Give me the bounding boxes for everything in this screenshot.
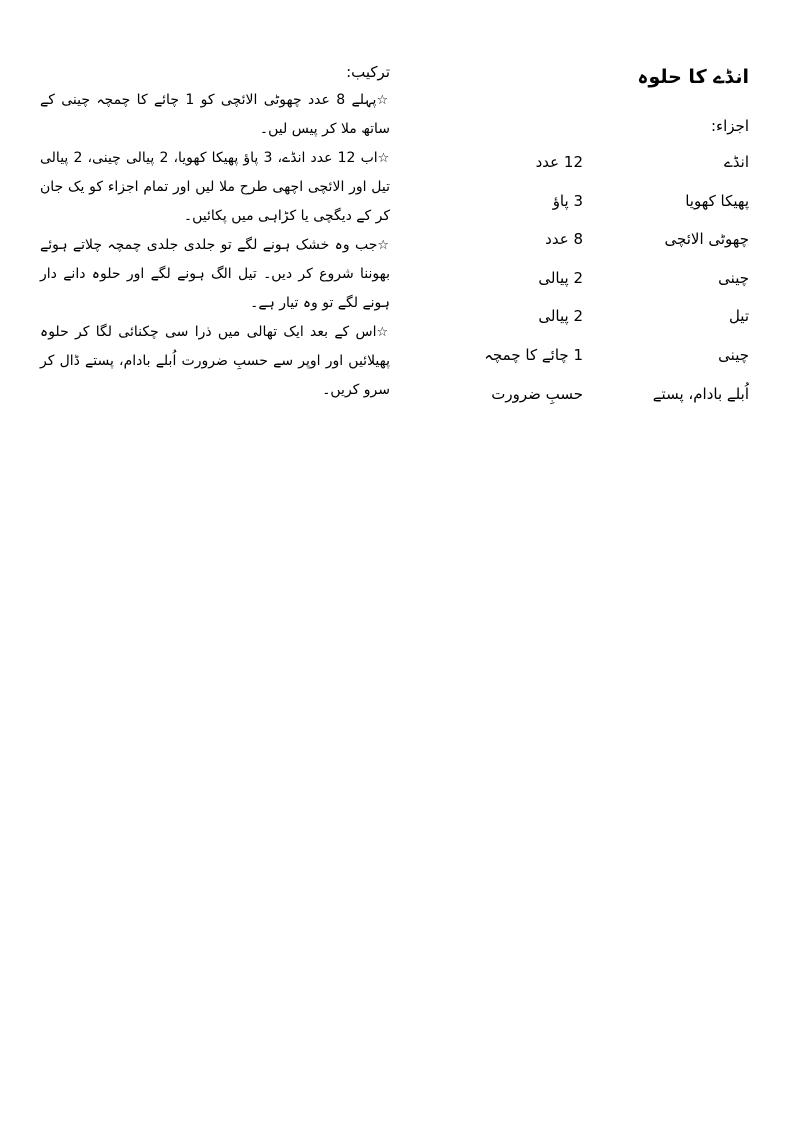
ingredient-name: چھوٹی الائچی — [664, 230, 749, 249]
ingredient-row — [429, 380, 749, 419]
ingredient-quantity: 12 عدد — [535, 153, 583, 171]
ingredient-name: تیل — [728, 307, 749, 326]
ingredient-name: اُبلے بادام، پستے — [652, 384, 749, 403]
ingredient-name: انڈے — [723, 153, 749, 171]
ingredient-row — [429, 302, 749, 341]
ingredient-quantity: 2 پیالی — [538, 268, 583, 287]
step-text: اب 12 عدد انڈے، 3 پاؤ پھیکا کھویا، 2 پیالی چینی، 2 پیالی تیل اور الائچی اچھی طرح ملا لیں اور تمام اجزاء کو یک جان کر کے دیگچی یا کڑاہی میں پکائیں۔ — [40, 150, 390, 224]
step-text: جب وہ خشک ہونے لگے تو جلدی جلدی چمچہ چلاتے ہوئے بھوننا شروع کر دیں۔ تیل الگ ہونے لگے اور حلوہ دانے دار ہونے لگے تو وہ تیار ہے۔ — [40, 237, 390, 311]
ingredient-quantity: 2 پیالی — [538, 307, 583, 326]
method-heading: ترکیب: — [346, 63, 390, 81]
star-icon: ☆ — [377, 151, 390, 166]
ingredients-list — [429, 148, 749, 418]
recipe-title: انڈے کا حلوہ — [637, 66, 749, 88]
star-icon: ☆ — [376, 93, 391, 108]
ingredient-quantity: 8 عدد — [545, 230, 583, 249]
ingredient-row — [429, 341, 749, 380]
method-step — [40, 86, 390, 144]
ingredient-name: چینی — [718, 345, 749, 364]
ingredients-heading: اجزاء: — [711, 117, 749, 135]
method-step — [40, 144, 390, 231]
ingredient-row — [429, 225, 749, 264]
step-text: اس کے بعد ایک تھالی میں ذرا سی چکنائی لگا کر حلوہ پھیلائیں اور اوپر سے حسبِ ضرورت اُبلے بادام، پستے ڈال کر سرو کریں۔ — [40, 324, 390, 398]
ingredient-quantity: حسبِ ضرورت — [491, 384, 583, 403]
method-step — [40, 231, 390, 318]
ingredient-quantity: 3 پاؤ — [552, 191, 583, 210]
ingredient-quantity: 1 چائے کا چمچہ — [484, 345, 583, 364]
star-icon: ☆ — [376, 325, 391, 340]
ingredient-name: پھیکا کھویا — [685, 191, 749, 210]
ingredient-row — [429, 148, 749, 187]
ingredient-row — [429, 264, 749, 303]
ingredient-name: چینی — [718, 268, 749, 287]
step-text: پہلے 8 عدد چھوٹی الائچی کو 1 چائے کا چمچہ چینی کے ساتھ ملا کر پیس لیں۔ — [40, 92, 390, 137]
star-icon: ☆ — [377, 238, 390, 253]
method-step — [40, 318, 390, 405]
method-section — [40, 58, 390, 405]
ingredient-row — [429, 187, 749, 226]
